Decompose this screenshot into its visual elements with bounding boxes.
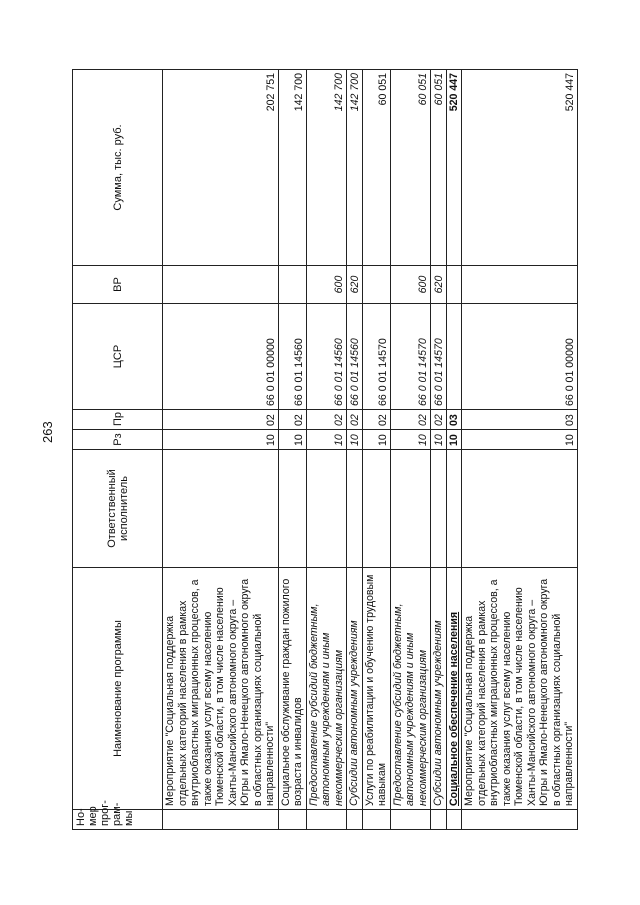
table-row — [306, 70, 347, 830]
cell-rz: 10 — [446, 430, 462, 450]
cell-csr: 66 0 01 00000 — [163, 304, 279, 410]
cell-vr: 600 — [306, 266, 347, 304]
table-row — [347, 70, 363, 830]
header-rz: Рз — [73, 430, 163, 450]
header-program-name: Наименование программы — [73, 568, 163, 810]
cell-sum: 60 051 — [431, 70, 447, 266]
cell-csr — [446, 304, 462, 410]
cell-sum: 60 051 — [362, 70, 390, 266]
cell-name: Предоставление субсидий бюджетным, автономным учреждениям и иным некоммерческим организациям — [390, 568, 431, 810]
cell-csr: 66 0 01 14570 — [431, 304, 447, 410]
cell-resp — [163, 450, 279, 568]
header-responsible: Ответственный исполнитель — [73, 450, 163, 568]
header-vr: ВР — [73, 266, 163, 304]
cell-csr: 66 0 01 14560 — [278, 304, 306, 410]
cell-csr: 66 0 01 14560 — [347, 304, 363, 410]
cell-vr — [278, 266, 306, 304]
cell-vr: 620 — [431, 266, 447, 304]
cell-name: Социальное обслуживание граждан пожилого возраста и инвалидов — [278, 568, 306, 810]
cell-sum: 520 447 — [462, 70, 578, 266]
cell-name: Услуги по реабилитации и обучению трудовым навыкам — [362, 568, 390, 810]
cell-rz: 10 — [431, 430, 447, 450]
cell-pr: 03 — [462, 410, 578, 430]
table-body — [163, 70, 578, 830]
cell-num — [362, 810, 390, 830]
cell-num — [278, 810, 306, 830]
header-pr: Пр — [73, 410, 163, 430]
cell-sum: 142 700 — [347, 70, 363, 266]
rotated-page-content — [72, 70, 576, 830]
cell-resp — [347, 450, 363, 568]
cell-sum: 520 447 — [446, 70, 462, 266]
header-sum: Сумма, тыс. руб. — [73, 70, 163, 266]
cell-pr: 02 — [390, 410, 431, 430]
header-program-number: Но-мер прог-рам-мы — [73, 810, 163, 830]
cell-pr: 03 — [446, 410, 462, 430]
cell-name: Социальное обеспечение населения — [446, 568, 462, 810]
cell-csr: 66 0 01 00000 — [462, 304, 578, 410]
cell-resp — [431, 450, 447, 568]
table-row — [278, 70, 306, 830]
table-row — [431, 70, 447, 830]
cell-num — [163, 810, 279, 830]
cell-vr — [446, 266, 462, 304]
cell-num — [390, 810, 431, 830]
cell-rz: 10 — [163, 430, 279, 450]
cell-resp — [446, 450, 462, 568]
cell-resp — [278, 450, 306, 568]
cell-num — [431, 810, 447, 830]
cell-csr: 66 0 01 14560 — [306, 304, 347, 410]
cell-csr: 66 0 01 14570 — [390, 304, 431, 410]
cell-vr: 600 — [390, 266, 431, 304]
table-row — [446, 70, 462, 830]
cell-name: Предоставление субсидий бюджетным, автономным учреждениям и иным некоммерческим организациям — [306, 568, 347, 810]
header-csr: ЦСР — [73, 304, 163, 410]
cell-pr: 02 — [431, 410, 447, 430]
cell-num — [462, 810, 578, 830]
cell-pr: 02 — [347, 410, 363, 430]
cell-rz: 10 — [362, 430, 390, 450]
budget-table — [72, 69, 578, 830]
cell-sum: 142 700 — [278, 70, 306, 266]
table-row — [462, 70, 578, 830]
cell-num — [446, 810, 462, 830]
cell-resp — [462, 450, 578, 568]
page-number: 263 — [40, 421, 55, 443]
table-row — [362, 70, 390, 830]
cell-vr — [163, 266, 279, 304]
cell-csr: 66 0 01 14570 — [362, 304, 390, 410]
cell-resp — [362, 450, 390, 568]
cell-rz: 10 — [278, 430, 306, 450]
cell-name: Субсидии автономным учреждениям — [431, 568, 447, 810]
header-row — [73, 70, 163, 830]
cell-rz: 10 — [390, 430, 431, 450]
cell-vr — [362, 266, 390, 304]
cell-resp — [306, 450, 347, 568]
table-row — [163, 70, 279, 830]
cell-sum: 142 700 — [306, 70, 347, 266]
cell-resp — [390, 450, 431, 568]
cell-num — [347, 810, 363, 830]
cell-pr: 02 — [306, 410, 347, 430]
cell-vr: 620 — [347, 266, 363, 304]
cell-name: Субсидии автономным учреждениям — [347, 568, 363, 810]
cell-vr — [462, 266, 578, 304]
cell-num — [306, 810, 347, 830]
cell-pr: 02 — [278, 410, 306, 430]
cell-name: Мероприятие "Социальная поддержка отдельных категорий населения в рамках внутриобластных миграционных процессов, а также оказания услуг всему населению Тюменской области, в том числе населению Ханты-Мансийского автономного округа – Югры и Ямало-Ненецкого автономного округа в областных организациях социальной направленности" — [163, 568, 279, 810]
cell-sum: 60 051 — [390, 70, 431, 266]
cell-pr: 02 — [163, 410, 279, 430]
table-row — [390, 70, 431, 830]
cell-rz: 10 — [347, 430, 363, 450]
cell-rz: 10 — [306, 430, 347, 450]
cell-rz: 10 — [462, 430, 578, 450]
cell-pr: 02 — [362, 410, 390, 430]
cell-name: Мероприятие "Социальная поддержка отдельных категорий населения в рамках внутриобластных миграционных процессов, а также оказания услуг всему населению Тюменской области, в том числе населению Ханты-Мансийского автономного округа – Югры и Ямало-Ненецкого автономного округа в областных организациях социальной направленности" — [462, 568, 578, 810]
cell-sum: 202 751 — [163, 70, 279, 266]
